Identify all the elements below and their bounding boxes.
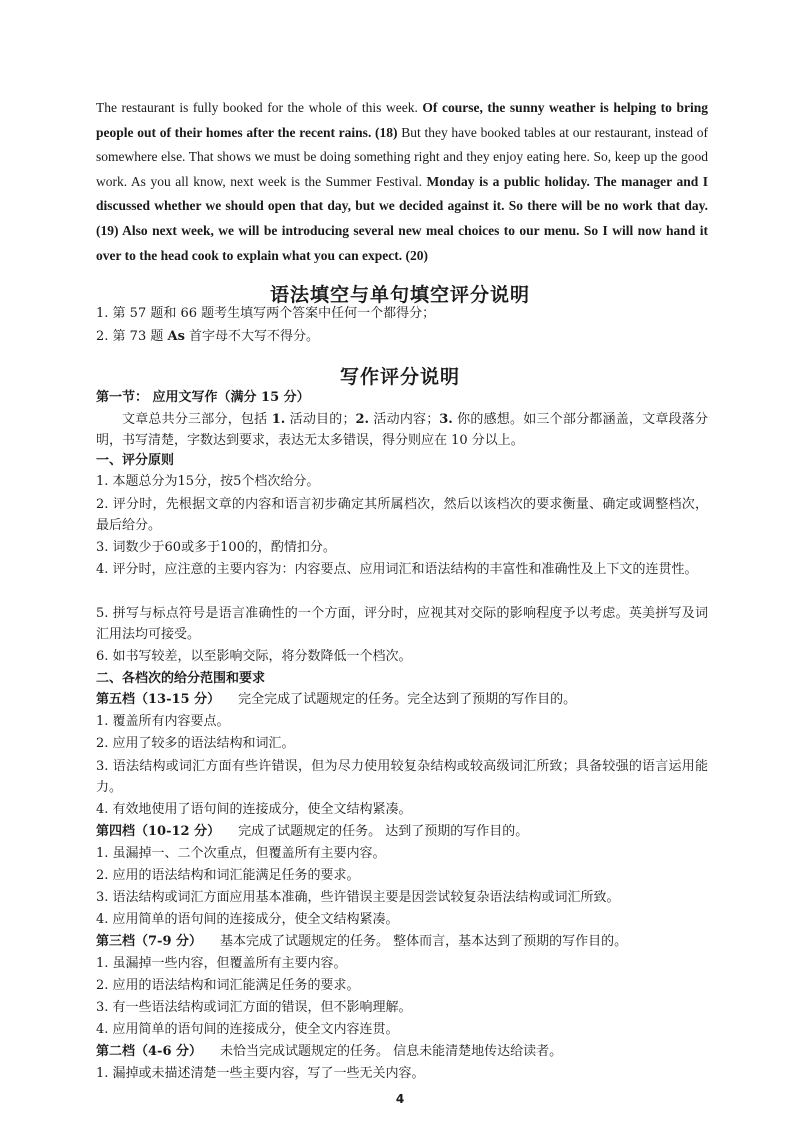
passage-sentence: But they have booked tables at our restaurant, instead of somewhere else. That shows we must be doing something right and they enjoy eating here. So, keep up the good work. As you all know, next week is the Summer Festival. xyxy=(96,124,708,189)
tier-item: 3. 语法结构或词汇方面有些许错误，但为尽力使用较复杂结构或较高级词汇所致；具备较强的语言运用能力。 xyxy=(96,759,708,795)
principle-item: 1. 本题总分为15分，按5个档次给分。 xyxy=(96,474,320,489)
tier-item: 4. 有效地使用了语句间的连接成分，使全文结构紧凑。 xyxy=(96,802,412,817)
grammar-item: 1. 第 57 题和 66 题考生填写两个答案中任何一个都得分； xyxy=(96,306,436,321)
grammar-section-title: 语法填空与单句填空评分说明 xyxy=(269,284,530,306)
writing-section-title: 写作评分说明 xyxy=(339,366,460,388)
section1-intro: 文章总共分三部分，包括 1. 活动目的；2. 活动内容；3. 你的感想。如三个部分都涵盖，文章段落分明，书写清楚，字数达到要求，表达无太多错误，得分则应在 10 分以上。 xyxy=(96,412,708,448)
tier-item: 1. 虽漏掉一、二个次重点，但覆盖所有主要内容。 xyxy=(96,846,386,861)
passage-sentence: The restaurant is fully booked for the whole of this week. xyxy=(96,100,423,115)
principle-item: 5. 拼写与标点符号是语言准确性的一个方面，评分时，应视其对交际的影响程度予以考虑。英美拼写及词汇用法均可接受。 xyxy=(96,606,708,642)
tier-header: 第五档（13-15 分） 完全完成了试题规定的任务。完全达到了预期的写作目的。 xyxy=(96,692,577,707)
tier-item: 1. 虽漏掉一些内容，但覆盖所有主要内容。 xyxy=(96,956,347,971)
tier-header: 第二档（4-6 分） 未恰当完成试题规定的任务。 信息未能清楚地传达给读者。 xyxy=(96,1044,563,1059)
tier-header: 第四档（10-12 分） 完成了试题规定的任务。 达到了预期的写作目的。 xyxy=(96,824,529,839)
ranges-title: 二、各档次的给分范围和要求 xyxy=(96,671,266,686)
passage-bold-sentence: Of course, the sunny weather is helping to bring people out of their homes after the recent rains. (18) xyxy=(96,100,708,140)
tier-item: 1. 覆盖所有内容要点。 xyxy=(96,714,230,729)
grammar-item: 2. 第 73 题 As 首字母不大写不得分。 xyxy=(96,329,320,344)
tier-item: 3. 语法结构或词汇方面应用基本准确，些许错误主要是因尝试较复杂语法结构或词汇所致。 xyxy=(96,890,620,905)
principle-item: 2. 评分时，先根据文章的内容和语言初步确定其所属档次，然后以该档次的要求衡量、确定或调整档次，最后给分。 xyxy=(96,497,708,533)
principle-item: 6. 如书写较差，以至影响交际，将分数降低一个档次。 xyxy=(96,649,412,664)
passage-bold-sentence: Monday is a public holiday. The manager and I discussed whether we should open that day, but we decided against it. So there will be no work that day. (19) Also next week, we will be introducing several new meal choices to our menu. So I will now hand it over to the head cook to explain what you can expect. (20) xyxy=(96,173,708,263)
principles-title: 一、评分原则 xyxy=(96,453,175,468)
tier-item: 4. 应用简单的语句间的连接成分，使全文结构紧凑。 xyxy=(96,912,399,927)
tier-item: 2. 应用了较多的语法结构和词汇。 xyxy=(96,736,295,751)
principle-item: 4. 评分时，应注意的主要内容为：内容要点、应用词汇和语法结构的丰富性和准确性及上下文的连贯性。 xyxy=(96,562,698,577)
section1-title: 第一节： 应用文写作（满分 15 分） xyxy=(96,390,310,405)
tier-header: 第三档（7-9 分） 基本完成了试题规定的任务。 整体而言，基本达到了预期的写作目的。 xyxy=(96,934,628,949)
tier-item: 2. 应用的语法结构和词汇能满足任务的要求。 xyxy=(96,978,360,993)
page-number: 4 xyxy=(395,1092,405,1106)
tier-item: 3. 有一些语法结构或词汇方面的错误，但不影响理解。 xyxy=(96,1000,412,1015)
tier-item: 4. 应用简单的语句间的连接成分，使全文内容连贯。 xyxy=(96,1022,399,1037)
principle-item: 3. 词数少于60或多于100的，酌情扣分。 xyxy=(96,540,336,555)
listening-passage xyxy=(96,96,708,268)
tier-item: 1. 漏掉或未描述清楚一些主要内容，写了一些无关内容。 xyxy=(96,1066,425,1081)
tier-item: 2. 应用的语法结构和词汇能满足任务的要求。 xyxy=(96,868,360,883)
